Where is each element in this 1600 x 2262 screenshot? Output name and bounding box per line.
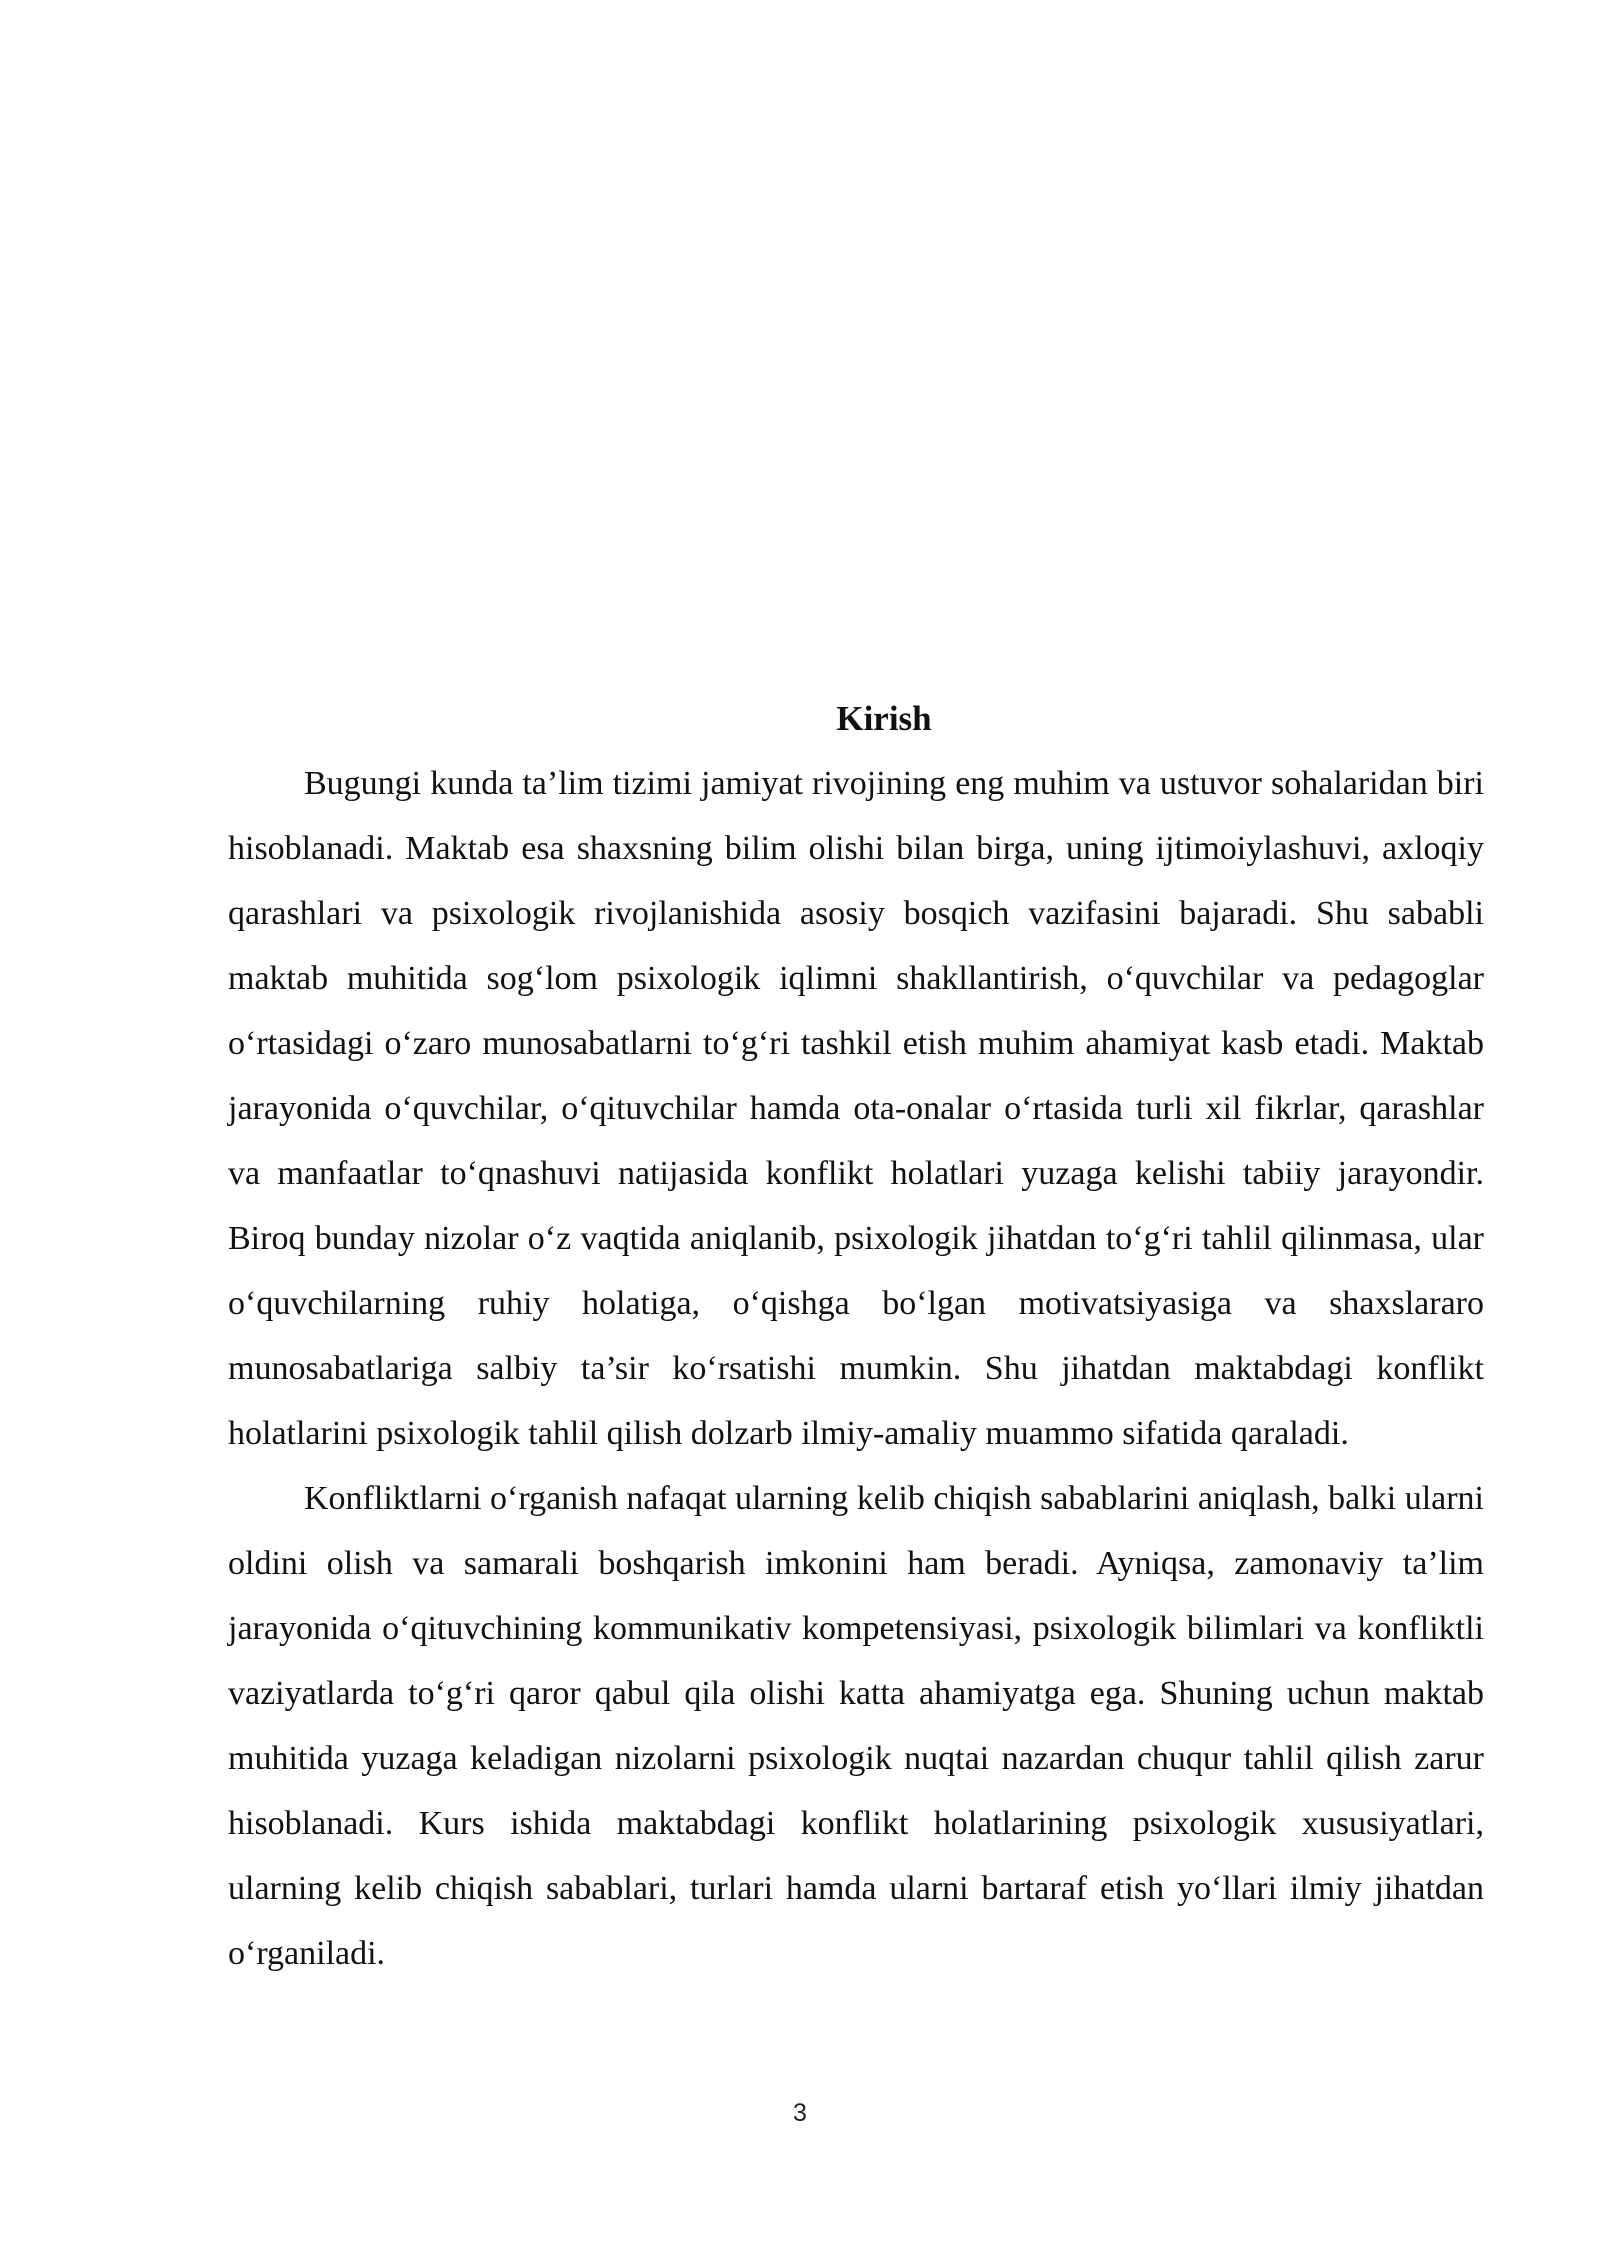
paragraph-2: Konfliktlarni o‘rganish nafaqat ularning kelib chiqish sabablarini aniqlash, balki ularni oldini olish va samarali boshqarish imkonini ham beradi. Ayniqsa, zamonaviy ta’lim jarayonida o‘qituvchining kommunikativ kompetensiyasi, psixologik bilimlari va konfliktli vaziyatlarda to‘g‘ri qaror qabul qila olishi katta ahamiyatga ega. Shuning uchun maktab muhitida yuzaga keladigan nizolarni psixologik nuqtai nazardan chuqur tahlil qilish zarur hisoblanadi. Kurs ishida maktabdagi konflikt holatlarining psixologik xususiyatlari, ularning kelib chiqish sabablari, turlari hamda ularni bartaraf etish yo‘llari ilmiy jihatdan o‘rganiladi.: [228, 1480, 1484, 1972]
page-number: 3: [793, 2099, 807, 2127]
paragraph-1: Bugungi kunda ta’lim tizimi jamiyat rivojining eng muhim va ustuvor sohalaridan biri hisoblanadi. Maktab esa shaxsning bilim olishi bilan birga, uning ijtimoiylashuvi, axloqiy qarashlari va psixologik rivojlanishida asosiy bosqich vazifasini bajaradi. Shu sababli maktab muhitida sog‘lom psixologik iqlimni shakllantirish, o‘quvchilar va pedagoglar o‘rtasidagi o‘zaro munosabatlarni to‘g‘ri tashkil etish muhim ahamiyat kasb etadi. Maktab jarayonida o‘quvchilar, o‘qituvchilar hamda ota-onalar o‘rtasida turli xil fikrlar, qarashlar va manfaatlar to‘qnashuvi natijasida konflikt holatlari yuzaga kelishi tabiiy jarayondir. Biroq bunday nizolar o‘z vaqtida aniqlanib, psixologik jihatdan to‘g‘ri tahlil qilinmasa, ular o‘quvchilarning ruhiy holatiga, o‘qishga bo‘lgan motivatsiyasiga va shaxslararo munosabatlariga salbiy ta’sir ko‘rsatishi mumkin. Shu jihatdan maktabdagi konflikt holatlarini psixologik tahlil qilish dolzarb ilmiy-amaliy muammo sifatida qaraladi.: [228, 765, 1484, 1452]
page-body: [228, 686, 1484, 1986]
section-heading: Kirish: [836, 699, 932, 738]
